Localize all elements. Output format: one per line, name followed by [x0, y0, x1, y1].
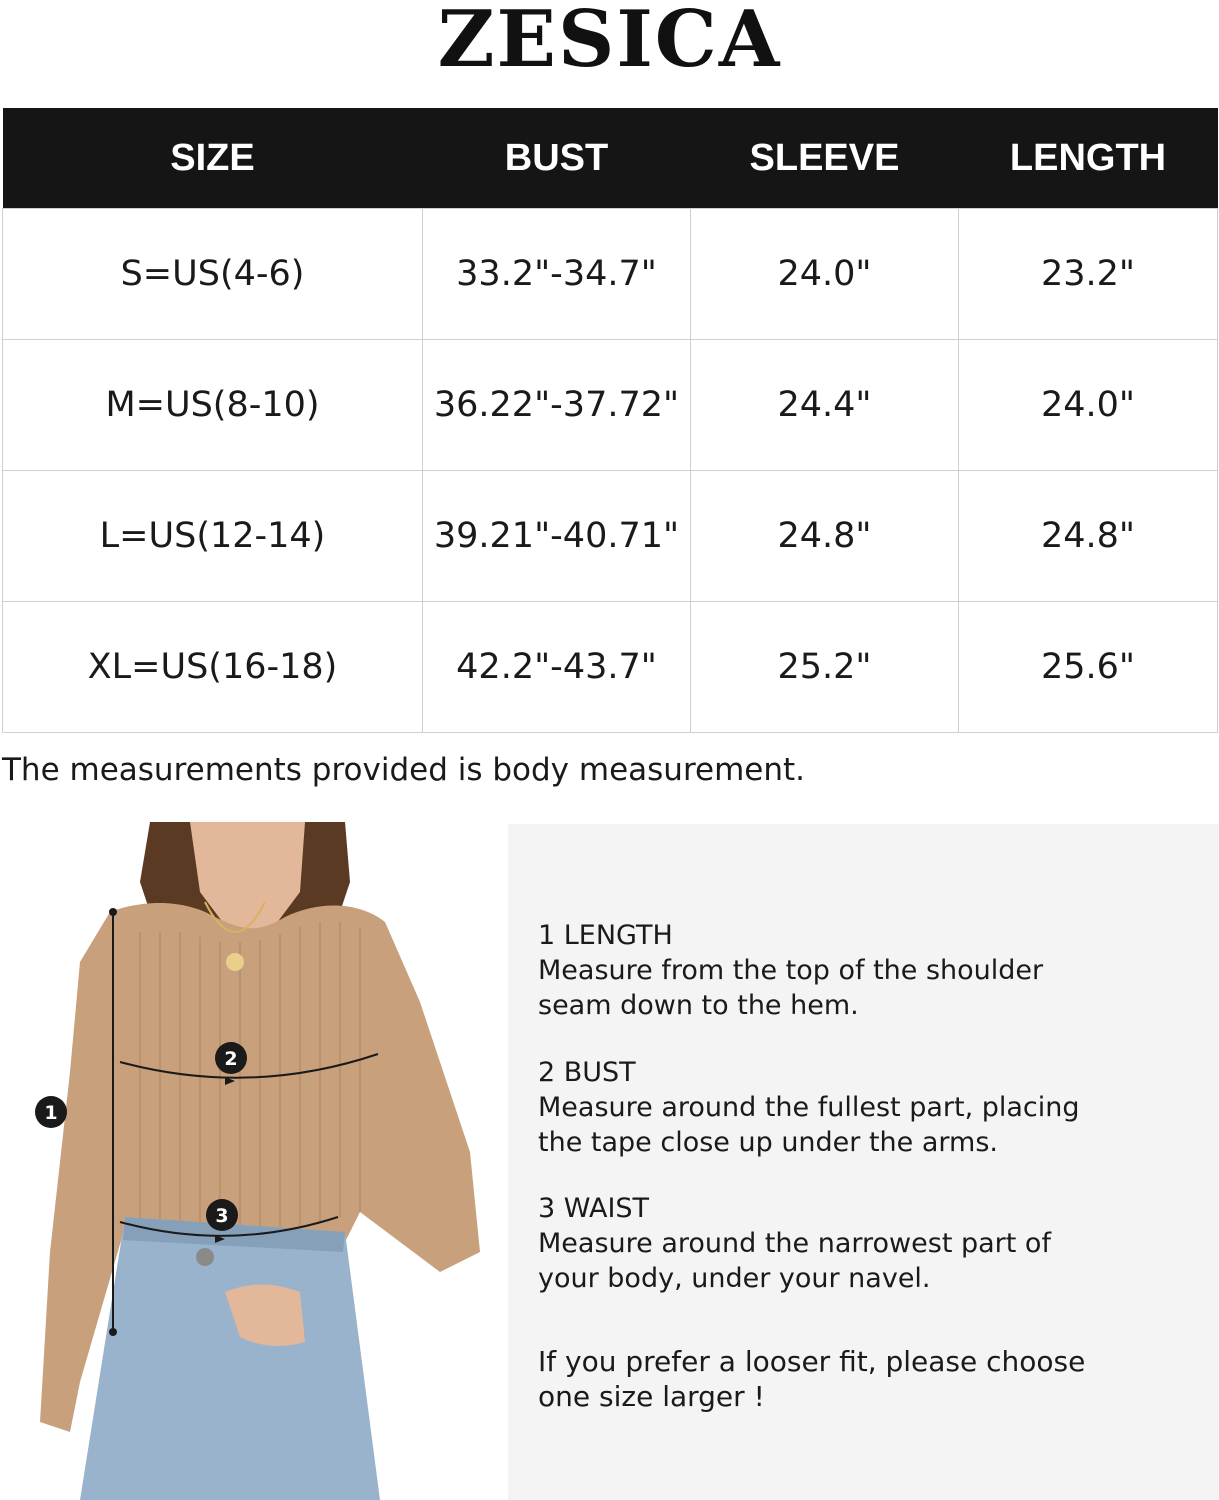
size-chart-table [2, 108, 1218, 733]
table-header-row [3, 108, 1218, 209]
guide-bust [538, 1055, 1098, 1160]
bust-cell: 39.21"-40.71" [423, 471, 691, 602]
column-header-size: SIZE [3, 108, 423, 209]
column-header-bust: BUST [423, 108, 691, 209]
length-cell: 25.6" [959, 602, 1218, 733]
table-row [3, 209, 1218, 340]
jeans-shape [80, 1217, 380, 1500]
svg-text:3: 3 [215, 1205, 229, 1227]
marker-1 [35, 1096, 67, 1128]
table-row [3, 602, 1218, 733]
sleeve-cell: 25.2" [691, 602, 959, 733]
length-cell: 24.8" [959, 471, 1218, 602]
sleeve-cell: 24.0" [691, 209, 959, 340]
fit-tip: If you prefer a looser fit, please choose one size larger ! [538, 1345, 1086, 1413]
length-cell: 24.0" [959, 340, 1218, 471]
model-illustration [0, 822, 505, 1500]
sleeve-cell: 24.8" [691, 471, 959, 602]
size-cell: M=US(8-10) [3, 340, 423, 471]
bust-cell: 36.22"-37.72" [423, 340, 691, 471]
bust-cell: 42.2"-43.7" [423, 602, 691, 733]
marker-2 [215, 1042, 247, 1074]
guide-length [538, 918, 1098, 1023]
sleeve-cell: 24.4" [691, 340, 959, 471]
model-photo [0, 822, 505, 1500]
svg-text:2: 2 [224, 1048, 238, 1070]
guide-text: Measure from the top of the shoulder seam down to the hem. [538, 955, 1044, 1021]
marker-3 [206, 1199, 238, 1231]
size-cell: XL=US(16-18) [3, 602, 423, 733]
svg-text:1: 1 [44, 1102, 58, 1124]
size-cell: S=US(4-6) [3, 209, 423, 340]
guide-title: 1 LENGTH [538, 920, 673, 951]
size-cell: L=US(12-14) [3, 471, 423, 602]
measurement-note: The measurements provided is body measurement. [2, 752, 806, 788]
guide-title: 3 WAIST [538, 1193, 650, 1224]
length-cell: 23.2" [959, 209, 1218, 340]
table-row [3, 471, 1218, 602]
brand-logo: ZESICA [437, 0, 782, 85]
bust-cell: 33.2"-34.7" [423, 209, 691, 340]
column-header-sleeve: SLEEVE [691, 108, 959, 209]
column-header-length: LENGTH [959, 108, 1218, 209]
guide-text: Measure around the fullest part, placing the tape close up under the arms. [538, 1092, 1080, 1158]
guide-title: 2 BUST [538, 1057, 636, 1088]
guide-waist [538, 1191, 1098, 1296]
measurement-guide-panel [508, 824, 1219, 1500]
guide-text: Measure around the narrowest part of your body, under your navel. [538, 1228, 1051, 1294]
table-row [3, 340, 1218, 471]
